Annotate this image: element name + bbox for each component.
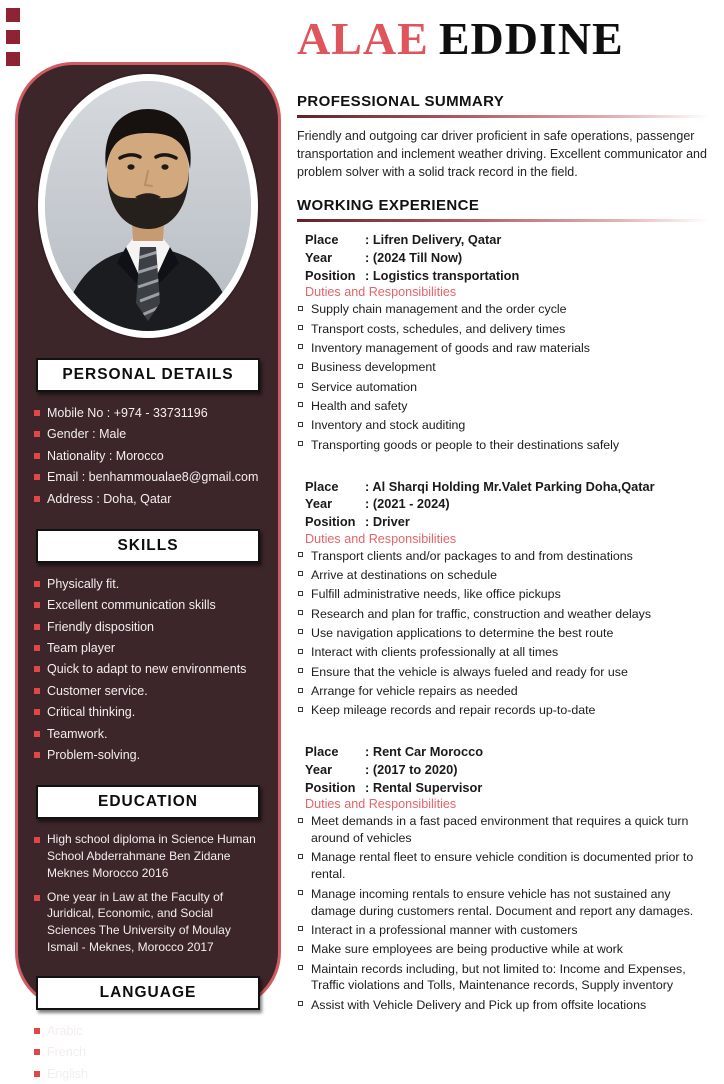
page-title — [297, 13, 709, 64]
year-label: Year — [305, 496, 333, 512]
summary-text: Friendly and outgoing car driver proficient in safe operations, passenger transportation and inclement weather driving. Excellent communicator and problem solver with a solid track record in the field. — [297, 128, 707, 180]
duty-item: Supply chain management and the order cycle — [297, 301, 709, 318]
duties-heading: Duties and Responsibilities — [305, 285, 457, 300]
language-heading: LANGUAGE — [36, 976, 260, 1010]
position-label: Position — [305, 267, 356, 283]
education-item: High school diploma in Science Human School Abderrahmane Ben Zidane Meknes Morocco 2016 — [34, 831, 262, 881]
working-experience-section — [297, 197, 709, 1013]
duty-item: Use navigation applications to determine the best route — [297, 625, 709, 642]
duty-item: Business development — [297, 359, 709, 376]
duty-item: Ensure that the vehicle is always fueled and ready for use — [297, 664, 709, 681]
place-row — [305, 231, 709, 249]
personal-details-list — [34, 404, 262, 509]
duty-item: Make sure employees are being productive while at work — [297, 941, 709, 958]
professional-summary-section — [297, 93, 709, 181]
duty-item: Arrive at destinations on schedule — [297, 567, 709, 584]
personal-detail-item: Gender : Male — [34, 425, 262, 444]
year-value: : (2021 - 2024) — [365, 495, 450, 513]
duty-item: Inventory management of goods and raw materials — [297, 340, 709, 357]
corner-decoration — [6, 8, 22, 74]
place-row — [305, 478, 709, 496]
place-value: : Lifren Delivery, Qatar — [365, 231, 501, 249]
section-divider — [297, 219, 709, 222]
duty-item: Keep mileage records and repair records up-to-date — [297, 702, 709, 719]
position-value: : Driver — [365, 513, 410, 531]
portrait-illustration — [45, 81, 251, 331]
skill-item: Critical thinking. — [34, 703, 262, 722]
year-row — [305, 761, 709, 779]
corner-square-icon — [6, 8, 20, 22]
position-row — [305, 267, 709, 285]
duty-item: Interact in a professional manner with customers — [297, 922, 709, 939]
place-row — [305, 743, 709, 761]
year-label: Year — [305, 761, 333, 777]
personal-detail-item: Email : benhammoualae8@gmail.com — [34, 468, 262, 487]
duty-item: Health and safety — [297, 398, 709, 415]
duty-item: Arrange for vehicle repairs as needed — [297, 683, 709, 700]
skill-item: Teamwork. — [34, 725, 262, 744]
duties-heading: Duties and Responsibilities — [305, 531, 457, 546]
position-value: : Rental Supervisor — [365, 779, 482, 797]
section-divider — [297, 115, 709, 118]
language-list — [34, 1022, 262, 1084]
profile-photo — [38, 74, 258, 338]
education-item: One year in Law at the Faculty of Juridical, Economic, and Social Sciences The University of Moulay Ismail - Meknes, Morocco 2017 — [34, 889, 262, 956]
duty-item: Service automation — [297, 379, 709, 396]
corner-square-icon — [6, 52, 20, 66]
year-value: : (2017 to 2020) — [365, 761, 457, 779]
personal-detail-item: Nationality : Morocco — [34, 447, 262, 466]
duty-item: Meet demands in a fast paced environment that requires a quick turn around of vehicles — [297, 813, 709, 847]
duty-item: Fulfill administrative needs, like office pickups — [297, 586, 709, 603]
skill-item: Friendly disposition — [34, 618, 262, 637]
first-name: ALAE — [297, 13, 429, 64]
skill-item: Problem-solving. — [34, 746, 262, 765]
duty-item: Assist with Vehicle Delivery and Pick up from offsite locations — [297, 997, 709, 1014]
education-heading: EDUCATION — [36, 785, 260, 819]
duty-item: Transport costs, schedules, and delivery times — [297, 321, 709, 338]
position-label: Position — [305, 779, 356, 795]
language-item: Arabic — [34, 1022, 262, 1041]
skills-heading: SKILLS — [36, 529, 260, 563]
skills-list — [34, 575, 262, 765]
duty-item: Manage incoming rentals to ensure vehicle has not sustained any damage during customers rental. Document and report any damages. — [297, 886, 709, 920]
place-label: Place — [305, 478, 339, 494]
skill-item: Quick to adapt to new environments — [34, 660, 262, 679]
skill-item: Customer service. — [34, 682, 262, 701]
year-row — [305, 249, 709, 267]
place-value: : Rent Car Morocco — [365, 743, 483, 761]
duties-list — [297, 548, 709, 720]
personal-details-heading: PERSONAL DETAILS — [36, 358, 260, 392]
duty-item: Inventory and stock auditing — [297, 417, 709, 434]
duty-item: Transport clients and/or packages to and from destinations — [297, 548, 709, 565]
job-entry — [305, 478, 709, 720]
corner-square-icon — [6, 30, 20, 44]
position-row — [305, 513, 709, 531]
duty-item: Maintain records including, but not limited to: Income and Expenses, Traffic violations and Tolls, Maintenance records, Supply inventory — [297, 961, 709, 995]
position-row — [305, 779, 709, 797]
skill-item: Team player — [34, 639, 262, 658]
job-entry — [305, 231, 709, 453]
place-label: Place — [305, 232, 339, 248]
duties-heading: Duties and Responsibilities — [305, 797, 457, 812]
professional-summary-heading: PROFESSIONAL SUMMARY — [297, 92, 505, 110]
place-value: : Al Sharqi Holding Mr.Valet Parking Doha,Qatar — [365, 478, 655, 496]
duties-list — [297, 813, 709, 1013]
duty-item: Transporting goods or people to their destinations safely — [297, 437, 709, 454]
place-label: Place — [305, 744, 339, 760]
duties-list — [297, 301, 709, 453]
position-value: : Logistics transportation — [365, 267, 519, 285]
language-item: French — [34, 1043, 262, 1062]
main-content — [297, 0, 709, 1038]
personal-detail-item: Address : Doha, Qatar — [34, 490, 262, 509]
year-row — [305, 495, 709, 513]
working-experience-heading: WORKING EXPERIENCE — [297, 197, 480, 215]
language-item: English — [34, 1065, 262, 1084]
year-label: Year — [305, 249, 333, 265]
skill-item: Physically fit. — [34, 575, 262, 594]
education-list — [34, 831, 262, 956]
job-entry — [305, 743, 709, 1013]
personal-detail-item: Mobile No : +974 - 33731196 — [34, 404, 262, 423]
duty-item: Manage rental fleet to ensure vehicle condition is documented prior to rental. — [297, 849, 709, 883]
sidebar — [15, 62, 281, 1081]
year-value: : (2024 Till Now) — [365, 249, 462, 267]
skill-item: Excellent communication skills — [34, 596, 262, 615]
last-name: EDDINE — [438, 13, 624, 64]
duty-item: Interact with clients professionally at all times — [297, 644, 709, 661]
duty-item: Research and plan for traffic, construction and weather delays — [297, 606, 709, 623]
position-label: Position — [305, 513, 356, 529]
